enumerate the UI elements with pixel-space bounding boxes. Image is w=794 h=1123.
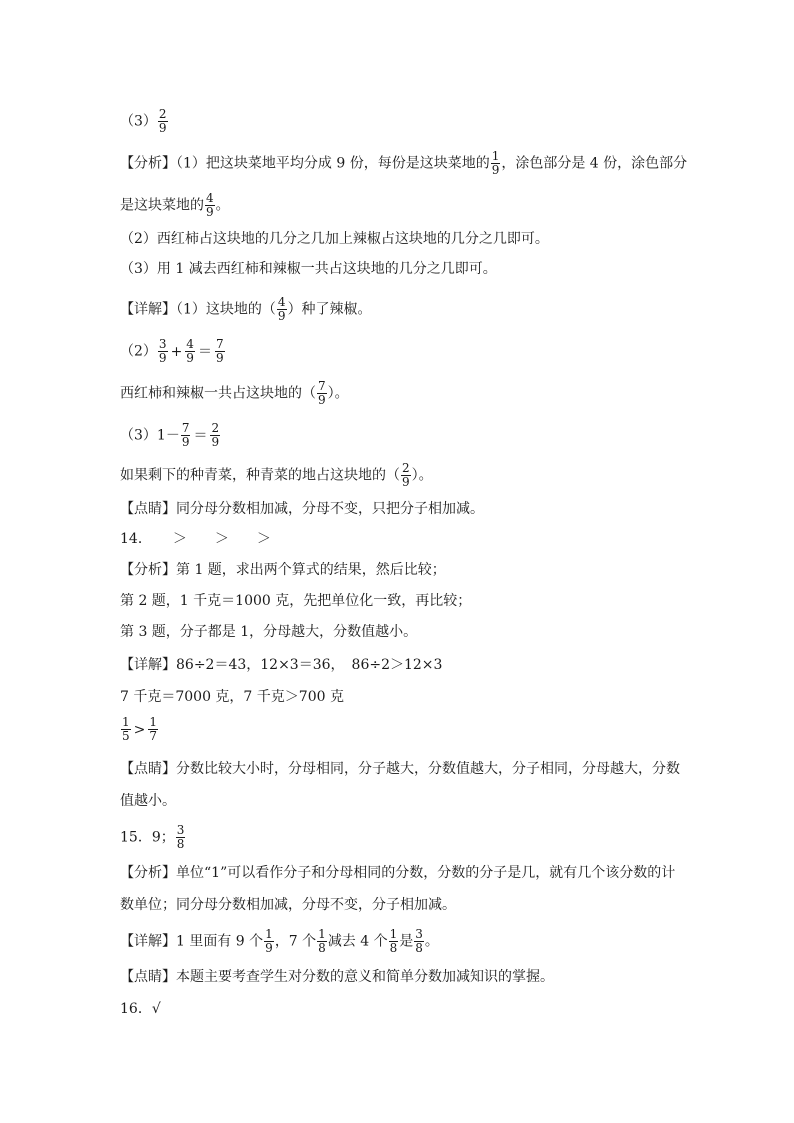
fraction: $\frac{1}{8}$	[389, 927, 398, 955]
line-17: 7 千克＝7000 克，7 千克＞700 克	[120, 689, 344, 705]
fraction: $\frac{1}{5}$	[122, 715, 130, 743]
line-22: 【分析】单位“1”可以看作分子和分母相同的分数，分数的分子是几，就有几个该分数的计	[120, 865, 676, 881]
line-3: 是这块菜地的 $\frac{4}{9}$ 。	[120, 191, 230, 219]
line-25: 【点睛】本题主要考查学生对分数的意义和简单分数加减知识的掌握。	[120, 969, 554, 985]
fraction: $\frac{7}{9}$	[181, 421, 190, 449]
fraction: $\frac{3}{8}$	[176, 823, 185, 851]
fraction: $\frac{1}{8}$	[318, 927, 326, 955]
line-5: （3）用 1 减去西红柿和辣椒一共占这块地的几分之几即可。	[120, 261, 497, 277]
line-15: 第 3 题，分子都是 1，分母越大，分数值越小。	[120, 624, 418, 640]
fraction: $\frac{7}{9}$	[318, 379, 326, 407]
line-24: 【详解】1 里面有 9 个 $\frac{1}{9}$ ，7 个 $\frac{1}{8}$ 减去 4 个 $\frac{1}{8}$ 是 $\frac{3}{8}$ 。	[120, 927, 439, 955]
fraction: $\frac{3}{9}$	[158, 337, 167, 365]
line-16: 【详解】86÷2＝43，12×3＝36， 86÷2＞12×3	[120, 657, 443, 673]
fraction: $\frac{1}{9}$	[491, 149, 500, 177]
line-9: （3）1－ $\frac{7}{9}$ ＝ $\frac{2}{9}$	[120, 421, 220, 449]
fraction: $\frac{2}{9}$	[211, 421, 220, 449]
line-7: （2） $\frac{3}{9}$ + $\frac{4}{9}$ ＝ $\frac{7}{9}$	[120, 337, 224, 365]
fraction: $\frac{4}{9}$	[206, 191, 214, 219]
line-23: 数单位；同分母分数相加减，分母不变，分子相加减。	[120, 897, 456, 913]
line-4: （2）西红柿占这块地的几分之几加上辣椒占这块地的几分之几即可。	[120, 231, 549, 247]
fraction: $\frac{4}{9}$	[277, 295, 286, 323]
line-21: 15．9； $\frac{3}{8}$	[120, 823, 185, 851]
fraction: $\frac{2}{9}$	[402, 461, 410, 489]
line-14: 第 2 题，1 千克＝1000 克，先把单位化一致，再比较；	[120, 593, 472, 609]
fraction: $\frac{2}{9}$	[158, 107, 167, 135]
line-10: 如果剩下的种青菜，种青菜的地占这块地的（ $\frac{2}{9}$ ）。	[120, 461, 433, 489]
fraction: $\frac{1}{7}$	[149, 715, 158, 743]
line-13: 【分析】第 1 题，求出两个算式的结果，然后比较；	[120, 562, 446, 578]
line-26: 16．√	[120, 1001, 161, 1017]
line-8: 西红柿和辣椒一共占这块地的（ $\frac{7}{9}$ ）。	[120, 379, 349, 407]
line-1: （3） $\frac{2}{9}$	[120, 107, 167, 135]
fraction: $\frac{1}{9}$	[265, 927, 273, 955]
line-20: 值越小。	[120, 793, 176, 809]
line-12: 14． ＞ ＞ ＞	[120, 531, 271, 547]
line-19: 【点睛】分数比较大小时，分母相同，分子越大，分数值越大，分子相同，分母越大，分数	[120, 761, 680, 777]
line-6: 【详解】（1）这块地的（ $\frac{4}{9}$ ）种了辣椒。	[120, 295, 372, 323]
fraction: $\frac{7}{9}$	[215, 337, 224, 365]
line-18: $\frac{1}{5}$ > $\frac{1}{7}$	[122, 715, 158, 743]
line-11: 【点睛】同分母分数相加减，分母不变，只把分子相加减。	[120, 501, 484, 517]
line-2: 【分析】（1）把这块菜地平均分成 9 份，每份是这块菜地的 $\frac{1}{9}$ ，涂色部分是 4 份，涂色部分	[120, 149, 688, 177]
fraction: $\frac{4}{9}$	[186, 337, 194, 365]
fraction: $\frac{3}{8}$	[415, 927, 423, 955]
